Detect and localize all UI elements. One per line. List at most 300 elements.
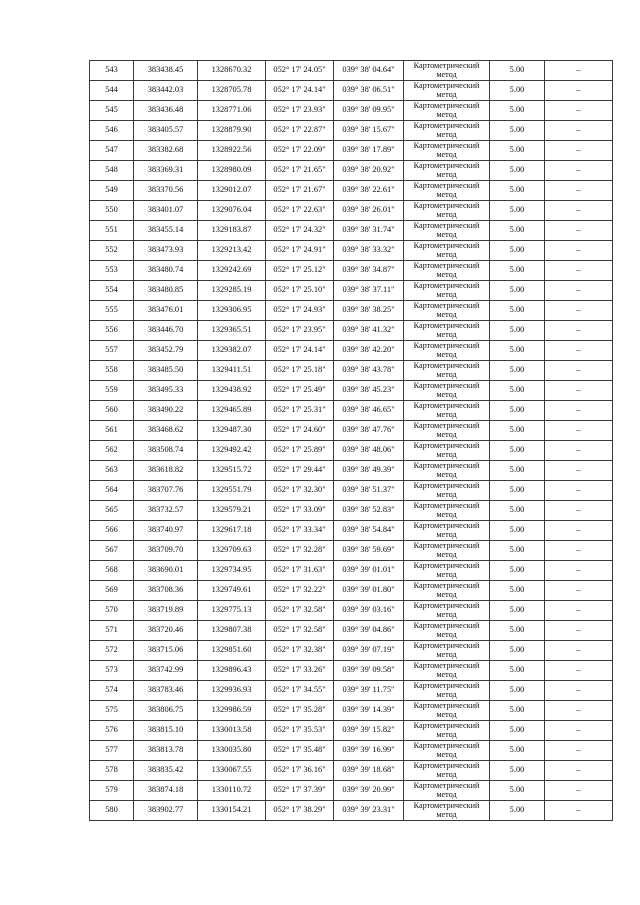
- table-row: [90, 601, 613, 621]
- latitude-cell: 052° 17' 38.29": [266, 801, 334, 821]
- y-coordinate-cell: 1329411.51: [198, 361, 266, 381]
- table-row: [90, 381, 613, 401]
- method-cell: Картометрический метод: [404, 341, 490, 361]
- method-cell: Картометрический метод: [404, 101, 490, 121]
- note-cell: –: [545, 781, 613, 801]
- point-number-cell: 544: [90, 81, 134, 101]
- longitude-cell: 039° 39' 01.80": [334, 581, 404, 601]
- method-cell: Картометрический метод: [404, 301, 490, 321]
- accuracy-cell: 5.00: [490, 221, 545, 241]
- method-cell: Картометрический метод: [404, 721, 490, 741]
- table-row: [90, 201, 613, 221]
- method-cell: Картометрический метод: [404, 541, 490, 561]
- longitude-cell: 039° 38' 20.92": [334, 161, 404, 181]
- method-cell: Картометрический метод: [404, 781, 490, 801]
- latitude-cell: 052° 17' 25.10": [266, 281, 334, 301]
- longitude-cell: 039° 39' 07.19": [334, 641, 404, 661]
- method-cell: Картометрический метод: [404, 281, 490, 301]
- method-cell: Картометрический метод: [404, 661, 490, 681]
- longitude-cell: 039° 38' 52.83": [334, 501, 404, 521]
- point-number-cell: 569: [90, 581, 134, 601]
- x-coordinate-cell: 383446.70: [134, 321, 198, 341]
- point-number-cell: 549: [90, 181, 134, 201]
- longitude-cell: 039° 39' 03.16": [334, 601, 404, 621]
- accuracy-cell: 5.00: [490, 441, 545, 461]
- latitude-cell: 052° 17' 25.49": [266, 381, 334, 401]
- accuracy-cell: 5.00: [490, 321, 545, 341]
- table-row: [90, 221, 613, 241]
- x-coordinate-cell: 383618.82: [134, 461, 198, 481]
- table-row: [90, 481, 613, 501]
- table-row: [90, 721, 613, 741]
- latitude-cell: 052° 17' 35.53": [266, 721, 334, 741]
- longitude-cell: 039° 38' 22.61": [334, 181, 404, 201]
- accuracy-cell: 5.00: [490, 461, 545, 481]
- latitude-cell: 052° 17' 32.28": [266, 541, 334, 561]
- note-cell: –: [545, 581, 613, 601]
- latitude-cell: 052° 17' 24.14": [266, 341, 334, 361]
- point-number-cell: 568: [90, 561, 134, 581]
- accuracy-cell: 5.00: [490, 181, 545, 201]
- point-number-cell: 555: [90, 301, 134, 321]
- y-coordinate-cell: 1330013.58: [198, 721, 266, 741]
- point-number-cell: 571: [90, 621, 134, 641]
- latitude-cell: 052° 17' 32.22": [266, 581, 334, 601]
- x-coordinate-cell: 383815.10: [134, 721, 198, 741]
- note-cell: –: [545, 661, 613, 681]
- longitude-cell: 039° 38' 37.11": [334, 281, 404, 301]
- note-cell: –: [545, 641, 613, 661]
- latitude-cell: 052° 17' 32.58": [266, 621, 334, 641]
- x-coordinate-cell: 383902.77: [134, 801, 198, 821]
- method-cell: Картометрический метод: [404, 621, 490, 641]
- y-coordinate-cell: 1328771.06: [198, 101, 266, 121]
- accuracy-cell: 5.00: [490, 241, 545, 261]
- accuracy-cell: 5.00: [490, 481, 545, 501]
- longitude-cell: 039° 38' 15.67": [334, 121, 404, 141]
- y-coordinate-cell: 1329515.72: [198, 461, 266, 481]
- table-row: [90, 441, 613, 461]
- point-number-cell: 557: [90, 341, 134, 361]
- latitude-cell: 052° 17' 24.93": [266, 301, 334, 321]
- accuracy-cell: 5.00: [490, 361, 545, 381]
- method-cell: Картометрический метод: [404, 461, 490, 481]
- note-cell: –: [545, 181, 613, 201]
- table-row: [90, 261, 613, 281]
- y-coordinate-cell: 1329183.87: [198, 221, 266, 241]
- point-number-cell: 556: [90, 321, 134, 341]
- point-number-cell: 566: [90, 521, 134, 541]
- y-coordinate-cell: 1329749.61: [198, 581, 266, 601]
- y-coordinate-cell: 1329807.38: [198, 621, 266, 641]
- y-coordinate-cell: 1329242.69: [198, 261, 266, 281]
- latitude-cell: 052° 17' 32.30": [266, 481, 334, 501]
- note-cell: –: [545, 481, 613, 501]
- table-row: [90, 541, 613, 561]
- point-number-cell: 567: [90, 541, 134, 561]
- accuracy-cell: 5.00: [490, 61, 545, 81]
- x-coordinate-cell: 383401.07: [134, 201, 198, 221]
- method-cell: Картометрический метод: [404, 401, 490, 421]
- latitude-cell: 052° 17' 32.58": [266, 601, 334, 621]
- table-row: [90, 421, 613, 441]
- accuracy-cell: 5.00: [490, 521, 545, 541]
- point-number-cell: 579: [90, 781, 134, 801]
- y-coordinate-cell: 1329285.19: [198, 281, 266, 301]
- longitude-cell: 039° 38' 06.51": [334, 81, 404, 101]
- x-coordinate-cell: 383480.74: [134, 261, 198, 281]
- note-cell: –: [545, 681, 613, 701]
- method-cell: Картометрический метод: [404, 221, 490, 241]
- x-coordinate-cell: 383405.57: [134, 121, 198, 141]
- table-row: [90, 141, 613, 161]
- point-number-cell: 562: [90, 441, 134, 461]
- accuracy-cell: 5.00: [490, 621, 545, 641]
- accuracy-cell: 5.00: [490, 561, 545, 581]
- latitude-cell: 052° 17' 25.18": [266, 361, 334, 381]
- longitude-cell: 039° 39' 16.99": [334, 741, 404, 761]
- x-coordinate-cell: 383382.68: [134, 141, 198, 161]
- y-coordinate-cell: 1329365.51: [198, 321, 266, 341]
- y-coordinate-cell: 1329579.21: [198, 501, 266, 521]
- method-cell: Картометрический метод: [404, 741, 490, 761]
- x-coordinate-cell: 383719.89: [134, 601, 198, 621]
- longitude-cell: 039° 38' 26.01": [334, 201, 404, 221]
- longitude-cell: 039° 39' 20.99": [334, 781, 404, 801]
- y-coordinate-cell: 1329551.79: [198, 481, 266, 501]
- x-coordinate-cell: 383452.79: [134, 341, 198, 361]
- longitude-cell: 039° 38' 51.37": [334, 481, 404, 501]
- note-cell: –: [545, 321, 613, 341]
- longitude-cell: 039° 38' 54.84": [334, 521, 404, 541]
- x-coordinate-cell: 383720.46: [134, 621, 198, 641]
- method-cell: Картометрический метод: [404, 701, 490, 721]
- table-row: [90, 301, 613, 321]
- method-cell: Картометрический метод: [404, 501, 490, 521]
- point-number-cell: 561: [90, 421, 134, 441]
- longitude-cell: 039° 39' 01.01": [334, 561, 404, 581]
- longitude-cell: 039° 38' 31.74": [334, 221, 404, 241]
- longitude-cell: 039° 39' 15.82": [334, 721, 404, 741]
- method-cell: Картометрический метод: [404, 761, 490, 781]
- accuracy-cell: 5.00: [490, 81, 545, 101]
- accuracy-cell: 5.00: [490, 341, 545, 361]
- method-cell: Картометрический метод: [404, 81, 490, 101]
- x-coordinate-cell: 383370.56: [134, 181, 198, 201]
- longitude-cell: 039° 38' 38.25": [334, 301, 404, 321]
- method-cell: Картометрический метод: [404, 441, 490, 461]
- y-coordinate-cell: 1329076.04: [198, 201, 266, 221]
- y-coordinate-cell: 1329986.59: [198, 701, 266, 721]
- latitude-cell: 052° 17' 34.55": [266, 681, 334, 701]
- x-coordinate-cell: 383455.14: [134, 221, 198, 241]
- note-cell: –: [545, 541, 613, 561]
- point-number-cell: 554: [90, 281, 134, 301]
- latitude-cell: 052° 17' 24.14": [266, 81, 334, 101]
- latitude-cell: 052° 17' 29.44": [266, 461, 334, 481]
- x-coordinate-cell: 383732.57: [134, 501, 198, 521]
- accuracy-cell: 5.00: [490, 301, 545, 321]
- note-cell: –: [545, 721, 613, 741]
- table-row: [90, 581, 613, 601]
- longitude-cell: 039° 38' 46.65": [334, 401, 404, 421]
- latitude-cell: 052° 17' 33.09": [266, 501, 334, 521]
- accuracy-cell: 5.00: [490, 601, 545, 621]
- method-cell: Картометрический метод: [404, 141, 490, 161]
- latitude-cell: 052° 17' 31.63": [266, 561, 334, 581]
- note-cell: –: [545, 701, 613, 721]
- table-row: [90, 81, 613, 101]
- latitude-cell: 052° 17' 21.67": [266, 181, 334, 201]
- table-row: [90, 61, 613, 81]
- point-number-cell: 570: [90, 601, 134, 621]
- x-coordinate-cell: 383508.74: [134, 441, 198, 461]
- x-coordinate-cell: 383480.85: [134, 281, 198, 301]
- note-cell: –: [545, 401, 613, 421]
- table-body: [90, 61, 613, 821]
- latitude-cell: 052° 17' 36.16": [266, 761, 334, 781]
- accuracy-cell: 5.00: [490, 721, 545, 741]
- latitude-cell: 052° 17' 22.87": [266, 121, 334, 141]
- y-coordinate-cell: 1328705.78: [198, 81, 266, 101]
- longitude-cell: 039° 39' 18.68": [334, 761, 404, 781]
- note-cell: –: [545, 121, 613, 141]
- y-coordinate-cell: 1328922.56: [198, 141, 266, 161]
- point-number-cell: 560: [90, 401, 134, 421]
- longitude-cell: 039° 38' 59.69": [334, 541, 404, 561]
- table-row: [90, 501, 613, 521]
- y-coordinate-cell: 1329617.18: [198, 521, 266, 541]
- method-cell: Картометрический метод: [404, 801, 490, 821]
- x-coordinate-cell: 383442.03: [134, 81, 198, 101]
- point-number-cell: 546: [90, 121, 134, 141]
- latitude-cell: 052° 17' 25.89": [266, 441, 334, 461]
- y-coordinate-cell: 1329213.42: [198, 241, 266, 261]
- note-cell: –: [545, 361, 613, 381]
- y-coordinate-cell: 1329465.89: [198, 401, 266, 421]
- y-coordinate-cell: 1329438.92: [198, 381, 266, 401]
- point-number-cell: 565: [90, 501, 134, 521]
- latitude-cell: 052° 17' 25.12": [266, 261, 334, 281]
- accuracy-cell: 5.00: [490, 661, 545, 681]
- table-row: [90, 561, 613, 581]
- point-number-cell: 577: [90, 741, 134, 761]
- note-cell: –: [545, 801, 613, 821]
- latitude-cell: 052° 17' 35.28": [266, 701, 334, 721]
- note-cell: –: [545, 221, 613, 241]
- note-cell: –: [545, 521, 613, 541]
- accuracy-cell: 5.00: [490, 421, 545, 441]
- table-row: [90, 181, 613, 201]
- longitude-cell: 039° 38' 48.06": [334, 441, 404, 461]
- note-cell: –: [545, 461, 613, 481]
- point-number-cell: 572: [90, 641, 134, 661]
- accuracy-cell: 5.00: [490, 781, 545, 801]
- longitude-cell: 039° 39' 23.31": [334, 801, 404, 821]
- note-cell: –: [545, 561, 613, 581]
- method-cell: Картометрический метод: [404, 381, 490, 401]
- longitude-cell: 039° 38' 09.95": [334, 101, 404, 121]
- note-cell: –: [545, 301, 613, 321]
- y-coordinate-cell: 1329851.60: [198, 641, 266, 661]
- note-cell: –: [545, 281, 613, 301]
- x-coordinate-cell: 383835.42: [134, 761, 198, 781]
- point-number-cell: 580: [90, 801, 134, 821]
- longitude-cell: 039° 39' 11.75": [334, 681, 404, 701]
- table-row: [90, 661, 613, 681]
- method-cell: Картометрический метод: [404, 61, 490, 81]
- accuracy-cell: 5.00: [490, 741, 545, 761]
- table-row: [90, 161, 613, 181]
- method-cell: Картометрический метод: [404, 641, 490, 661]
- x-coordinate-cell: 383468.62: [134, 421, 198, 441]
- longitude-cell: 039° 38' 42.20": [334, 341, 404, 361]
- y-coordinate-cell: 1330154.21: [198, 801, 266, 821]
- longitude-cell: 039° 38' 49.39": [334, 461, 404, 481]
- method-cell: Картометрический метод: [404, 161, 490, 181]
- table-row: [90, 741, 613, 761]
- note-cell: –: [545, 501, 613, 521]
- method-cell: Картометрический метод: [404, 561, 490, 581]
- y-coordinate-cell: 1330035.80: [198, 741, 266, 761]
- x-coordinate-cell: 383874.18: [134, 781, 198, 801]
- x-coordinate-cell: 383485.50: [134, 361, 198, 381]
- table-row: [90, 321, 613, 341]
- y-coordinate-cell: 1329492.42: [198, 441, 266, 461]
- x-coordinate-cell: 383473.93: [134, 241, 198, 261]
- note-cell: –: [545, 161, 613, 181]
- note-cell: –: [545, 601, 613, 621]
- table-row: [90, 241, 613, 261]
- longitude-cell: 039° 38' 33.32": [334, 241, 404, 261]
- longitude-cell: 039° 38' 17.89": [334, 141, 404, 161]
- table-row: [90, 461, 613, 481]
- note-cell: –: [545, 381, 613, 401]
- x-coordinate-cell: 383476.01: [134, 301, 198, 321]
- x-coordinate-cell: 383742.99: [134, 661, 198, 681]
- accuracy-cell: 5.00: [490, 701, 545, 721]
- accuracy-cell: 5.00: [490, 161, 545, 181]
- note-cell: –: [545, 201, 613, 221]
- x-coordinate-cell: 383436.48: [134, 101, 198, 121]
- note-cell: –: [545, 441, 613, 461]
- x-coordinate-cell: 383783.46: [134, 681, 198, 701]
- method-cell: Картометрический метод: [404, 321, 490, 341]
- point-number-cell: 573: [90, 661, 134, 681]
- table-row: [90, 341, 613, 361]
- method-cell: Картометрический метод: [404, 241, 490, 261]
- coordinates-table: [89, 60, 613, 821]
- note-cell: –: [545, 141, 613, 161]
- note-cell: –: [545, 101, 613, 121]
- table-row: [90, 781, 613, 801]
- table-row: [90, 361, 613, 381]
- table-row: [90, 521, 613, 541]
- accuracy-cell: 5.00: [490, 641, 545, 661]
- point-number-cell: 574: [90, 681, 134, 701]
- latitude-cell: 052° 17' 24.91": [266, 241, 334, 261]
- latitude-cell: 052° 17' 37.39": [266, 781, 334, 801]
- table-row: [90, 121, 613, 141]
- latitude-cell: 052° 17' 33.26": [266, 661, 334, 681]
- longitude-cell: 039° 38' 47.76": [334, 421, 404, 441]
- y-coordinate-cell: 1330067.55: [198, 761, 266, 781]
- method-cell: Картометрический метод: [404, 481, 490, 501]
- y-coordinate-cell: 1329709.63: [198, 541, 266, 561]
- longitude-cell: 039° 38' 34.87": [334, 261, 404, 281]
- x-coordinate-cell: 383806.75: [134, 701, 198, 721]
- x-coordinate-cell: 383438.45: [134, 61, 198, 81]
- longitude-cell: 039° 38' 41.32": [334, 321, 404, 341]
- table-row: [90, 641, 613, 661]
- x-coordinate-cell: 383690.01: [134, 561, 198, 581]
- latitude-cell: 052° 17' 22.63": [266, 201, 334, 221]
- latitude-cell: 052° 17' 35.48": [266, 741, 334, 761]
- method-cell: Картометрический метод: [404, 581, 490, 601]
- method-cell: Картометрический метод: [404, 261, 490, 281]
- accuracy-cell: 5.00: [490, 541, 545, 561]
- accuracy-cell: 5.00: [490, 121, 545, 141]
- y-coordinate-cell: 1329012.07: [198, 181, 266, 201]
- latitude-cell: 052° 17' 33.34": [266, 521, 334, 541]
- point-number-cell: 547: [90, 141, 134, 161]
- point-number-cell: 563: [90, 461, 134, 481]
- method-cell: Картометрический метод: [404, 121, 490, 141]
- table-row: [90, 101, 613, 121]
- latitude-cell: 052° 17' 25.31": [266, 401, 334, 421]
- table-row: [90, 281, 613, 301]
- point-number-cell: 578: [90, 761, 134, 781]
- note-cell: –: [545, 741, 613, 761]
- accuracy-cell: 5.00: [490, 681, 545, 701]
- x-coordinate-cell: 383708.36: [134, 581, 198, 601]
- point-number-cell: 543: [90, 61, 134, 81]
- latitude-cell: 052° 17' 23.95": [266, 321, 334, 341]
- point-number-cell: 550: [90, 201, 134, 221]
- point-number-cell: 558: [90, 361, 134, 381]
- x-coordinate-cell: 383740.97: [134, 521, 198, 541]
- latitude-cell: 052° 17' 22.09": [266, 141, 334, 161]
- table-row: [90, 761, 613, 781]
- x-coordinate-cell: 383707.76: [134, 481, 198, 501]
- longitude-cell: 039° 38' 45.23": [334, 381, 404, 401]
- x-coordinate-cell: 383369.31: [134, 161, 198, 181]
- note-cell: –: [545, 621, 613, 641]
- longitude-cell: 039° 38' 04.64": [334, 61, 404, 81]
- x-coordinate-cell: 383715.06: [134, 641, 198, 661]
- note-cell: –: [545, 81, 613, 101]
- method-cell: Картометрический метод: [404, 521, 490, 541]
- table-row: [90, 681, 613, 701]
- accuracy-cell: 5.00: [490, 281, 545, 301]
- y-coordinate-cell: 1329734.95: [198, 561, 266, 581]
- accuracy-cell: 5.00: [490, 141, 545, 161]
- x-coordinate-cell: 383813.78: [134, 741, 198, 761]
- x-coordinate-cell: 383709.70: [134, 541, 198, 561]
- table-row: [90, 801, 613, 821]
- longitude-cell: 039° 39' 09.58": [334, 661, 404, 681]
- accuracy-cell: 5.00: [490, 501, 545, 521]
- latitude-cell: 052° 17' 32.38": [266, 641, 334, 661]
- method-cell: Картометрический метод: [404, 601, 490, 621]
- y-coordinate-cell: 1329936.93: [198, 681, 266, 701]
- y-coordinate-cell: 1330110.72: [198, 781, 266, 801]
- latitude-cell: 052° 17' 21.65": [266, 161, 334, 181]
- longitude-cell: 039° 39' 04.86": [334, 621, 404, 641]
- y-coordinate-cell: 1328879.90: [198, 121, 266, 141]
- y-coordinate-cell: 1329382.07: [198, 341, 266, 361]
- point-number-cell: 559: [90, 381, 134, 401]
